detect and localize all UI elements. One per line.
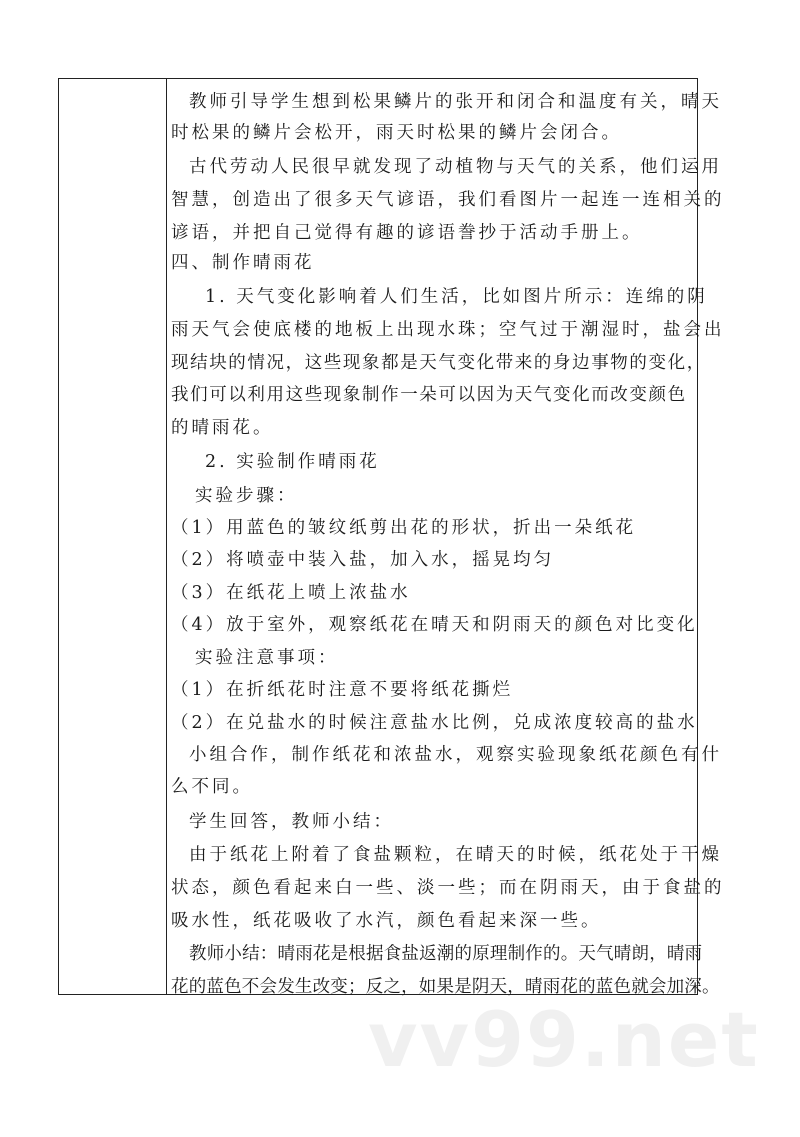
paragraph-line: 1. 天气变化影响着人们生活，比如图片所示：连绵的阴 xyxy=(205,287,708,307)
paragraph-line: 现结块的情况，这些现象都是天气变化带来的身边事物的变化， xyxy=(171,353,706,373)
paragraph-line: 教师引导学生想到松果鳞片的张开和闭合和温度有关，晴天 xyxy=(189,92,722,112)
table-content-cell xyxy=(167,79,725,997)
table-left-column xyxy=(59,79,167,994)
list-item: （4）放于室外，观察纸花在晴天和阴雨天的颜色对比变化 xyxy=(171,615,698,635)
paragraph-line: 谚语，并把自己觉得有趣的谚语誊抄于活动手册上。 xyxy=(171,223,643,243)
paragraph-line: 的晴雨花。 xyxy=(171,418,274,438)
paragraph-line: 由于纸花上附着了食盐颗粒，在晴天的时候，纸花处于干燥 xyxy=(189,845,722,865)
list-item: （2）将喷壶中装入盐，加入水，摇晃均匀 xyxy=(171,550,555,570)
paragraph-line: 教师小结：晴雨花是根据食盐返潮的原理制作的。天气晴朗，晴雨 xyxy=(189,944,703,964)
paragraph-line: 时松果的鳞片会松开，雨天时松果的鳞片会闭合。 xyxy=(171,123,622,143)
list-item: （2）在兑盐水的时候注意盐水比例，兑成浓度较高的盐水 xyxy=(171,713,698,733)
watermark: vv99.net xyxy=(368,995,760,1084)
paragraph-line: 状态，颜色看起来白一些、淡一些；而在阴雨天，由于食盐的 xyxy=(171,878,725,898)
list-item: （1）用蓝色的皱纹纸剪出花的形状，折出一朵纸花 xyxy=(171,518,637,538)
section-heading: 四、制作晴雨花 xyxy=(171,253,315,273)
paragraph-line: 古代劳动人民很早就发现了动植物与天气的关系，他们运用 xyxy=(189,157,722,177)
paragraph-line: 吸水性，纸花吸收了水汽，颜色看起来深一些。 xyxy=(171,911,602,931)
paragraph-line: 实验注意事项： xyxy=(195,648,339,668)
paragraph-line: 雨天气会使底楼的地板上出现水珠；空气过于潮湿时，盐会出 xyxy=(171,320,725,340)
paragraph-line: 花的蓝色不会发生改变；反之，如果是阴天，晴雨花的蓝色就会加深。 xyxy=(171,977,720,997)
paragraph-line: 2. 实验制作晴雨花 xyxy=(205,452,380,472)
paragraph-line: 实验步骤： xyxy=(195,486,298,506)
paragraph-line: 智慧，创造出了很多天气谚语，我们看图片一起连一连相关的 xyxy=(171,190,725,210)
lesson-table xyxy=(58,78,725,997)
paragraph-line: 学生回答，教师小结： xyxy=(189,812,394,832)
list-item: （3）在纸花上喷上浓盐水 xyxy=(171,583,411,603)
paragraph-line: 小组合作，制作纸花和浓盐水，观察实验现象纸花颜色有什 xyxy=(189,745,722,765)
paragraph-line: 么不同。 xyxy=(171,777,253,797)
paragraph-line: 我们可以利用这些现象制作一朵可以因为天气变化而改变颜色 xyxy=(171,385,687,405)
list-item: （1）在折纸花时注意不要将纸花撕烂 xyxy=(171,680,514,700)
